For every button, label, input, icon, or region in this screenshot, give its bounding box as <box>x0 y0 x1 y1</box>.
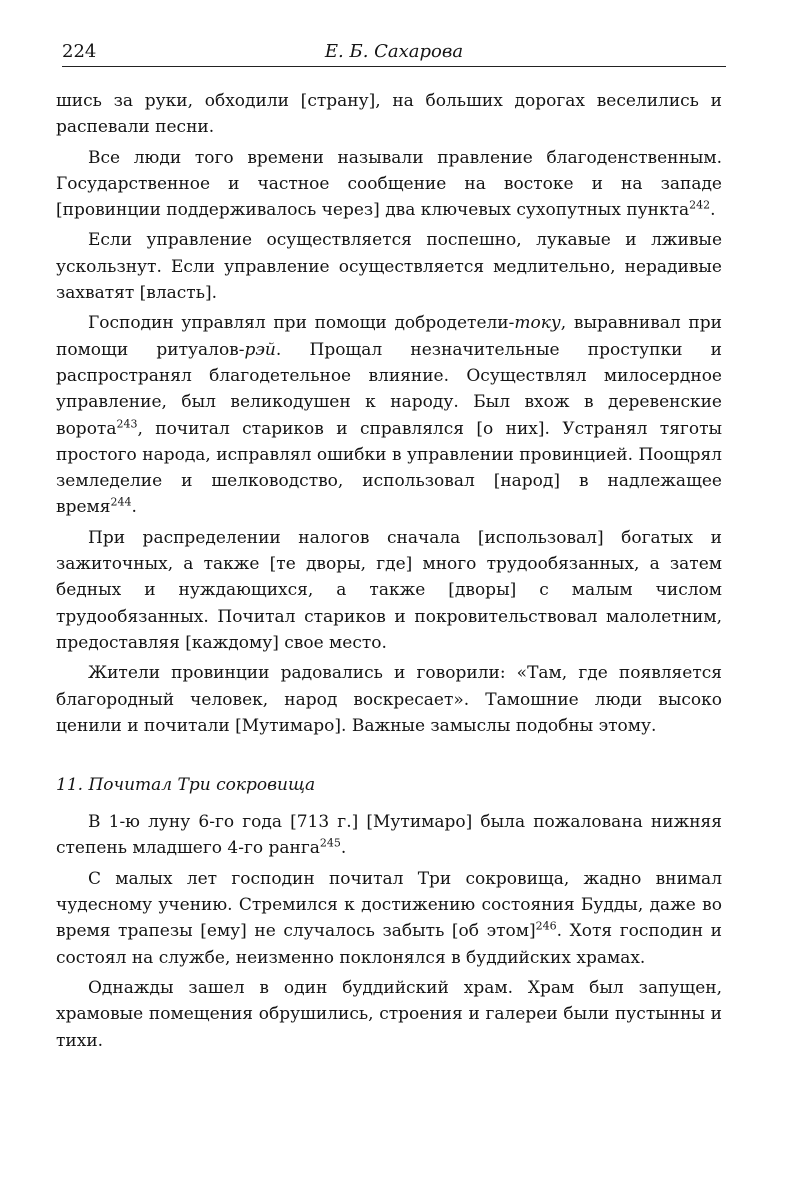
section-heading: 11. Почитал Три сокровища <box>56 775 316 796</box>
footnote-ref-246: 246 <box>535 919 557 933</box>
body-text <box>56 88 722 1054</box>
paragraph-1: шись за руки, обходили [страну], на больших дорогах веселились и распевали песни. <box>56 91 722 138</box>
running-header <box>62 40 726 67</box>
paragraph-6: Жители провинции радовались и говорили: «Там, где появляется благородный человек, народ воскресает». Тамошние люди высоко ценили и почитали [Мутимаро]. Важные замыслы подобны этому. <box>56 663 722 736</box>
footnote-ref-244: 244 <box>110 495 132 509</box>
section-paragraph-3: Однажды зашел в один буддийский храм. Храм был запущен, храмовые помещения обрушились, строения и галереи были пустынны и тихи. <box>56 977 722 1051</box>
section-paragraph-1: В 1-ю луну 6-го года [713 г.] [Мутимаро] была пожалована нижняя степень младшего 4-го ранга$^{245}$. <box>56 812 722 859</box>
term-rei: рэй <box>244 339 276 360</box>
page-number: 224 <box>62 41 97 62</box>
section-paragraph-2: С малых лет господин почитал Три сокровища, жадно внимал чудесному учению. Стремился к достижению состояния Будды, даже во время трапезы [ему] не случалось забыть [об этом]$^{246}$. Хотя господин и состоял на службе, неизменно поклонялся в буддийских храмах. <box>56 868 722 968</box>
term-toku: току <box>514 313 561 334</box>
paragraph-5: При распределении налогов сначала [использовал] богатых и зажиточных, а также [те дворы, где] много трудообязанных, а затем бедных и нуждающихся, а также [дворы] с малым числом трудообязанных. Почитал стариков и покровительствовал малолетним, предоставляя [каждому] свое место. <box>56 527 722 653</box>
footnote-ref-242: 242 <box>689 198 711 212</box>
footnote-ref-243: 243 <box>116 416 138 430</box>
running-title: Е. Б. Сахарова <box>324 41 464 62</box>
footnote-ref-245: 245 <box>319 836 341 850</box>
paragraph-2: Все люди того времени называли правление благоденственным. Государственное и частное сообщение на востоке и на западе [провинции поддерживалось через] два ключевых сухопутных пункта$^{242}$. <box>56 147 722 221</box>
paragraph-3: Если управление осуществляется поспешно, лукавые и лживые ускользнут. Если управление осуществляется медлительно, нерадивые захватят [власть]. <box>56 230 722 304</box>
paragraph-4: Господин управлял при помощи добродетели-току, выравнивал при помощи ритуалов-рэй. Прощал незначительные проступки и распространял благодетельное влияние. Осуществлял милосердное управление, был великодушен к народу. Был вхож в деревенские ворота$^{243}$, почитал стариков и справлялся [о них]. Устранял тяготы простого народа, исправлял ошибки в управлении провинцией. Поощрял земледелие и шелководство, использовал [народ] в надлежащее время$^{244}$. <box>56 313 722 518</box>
